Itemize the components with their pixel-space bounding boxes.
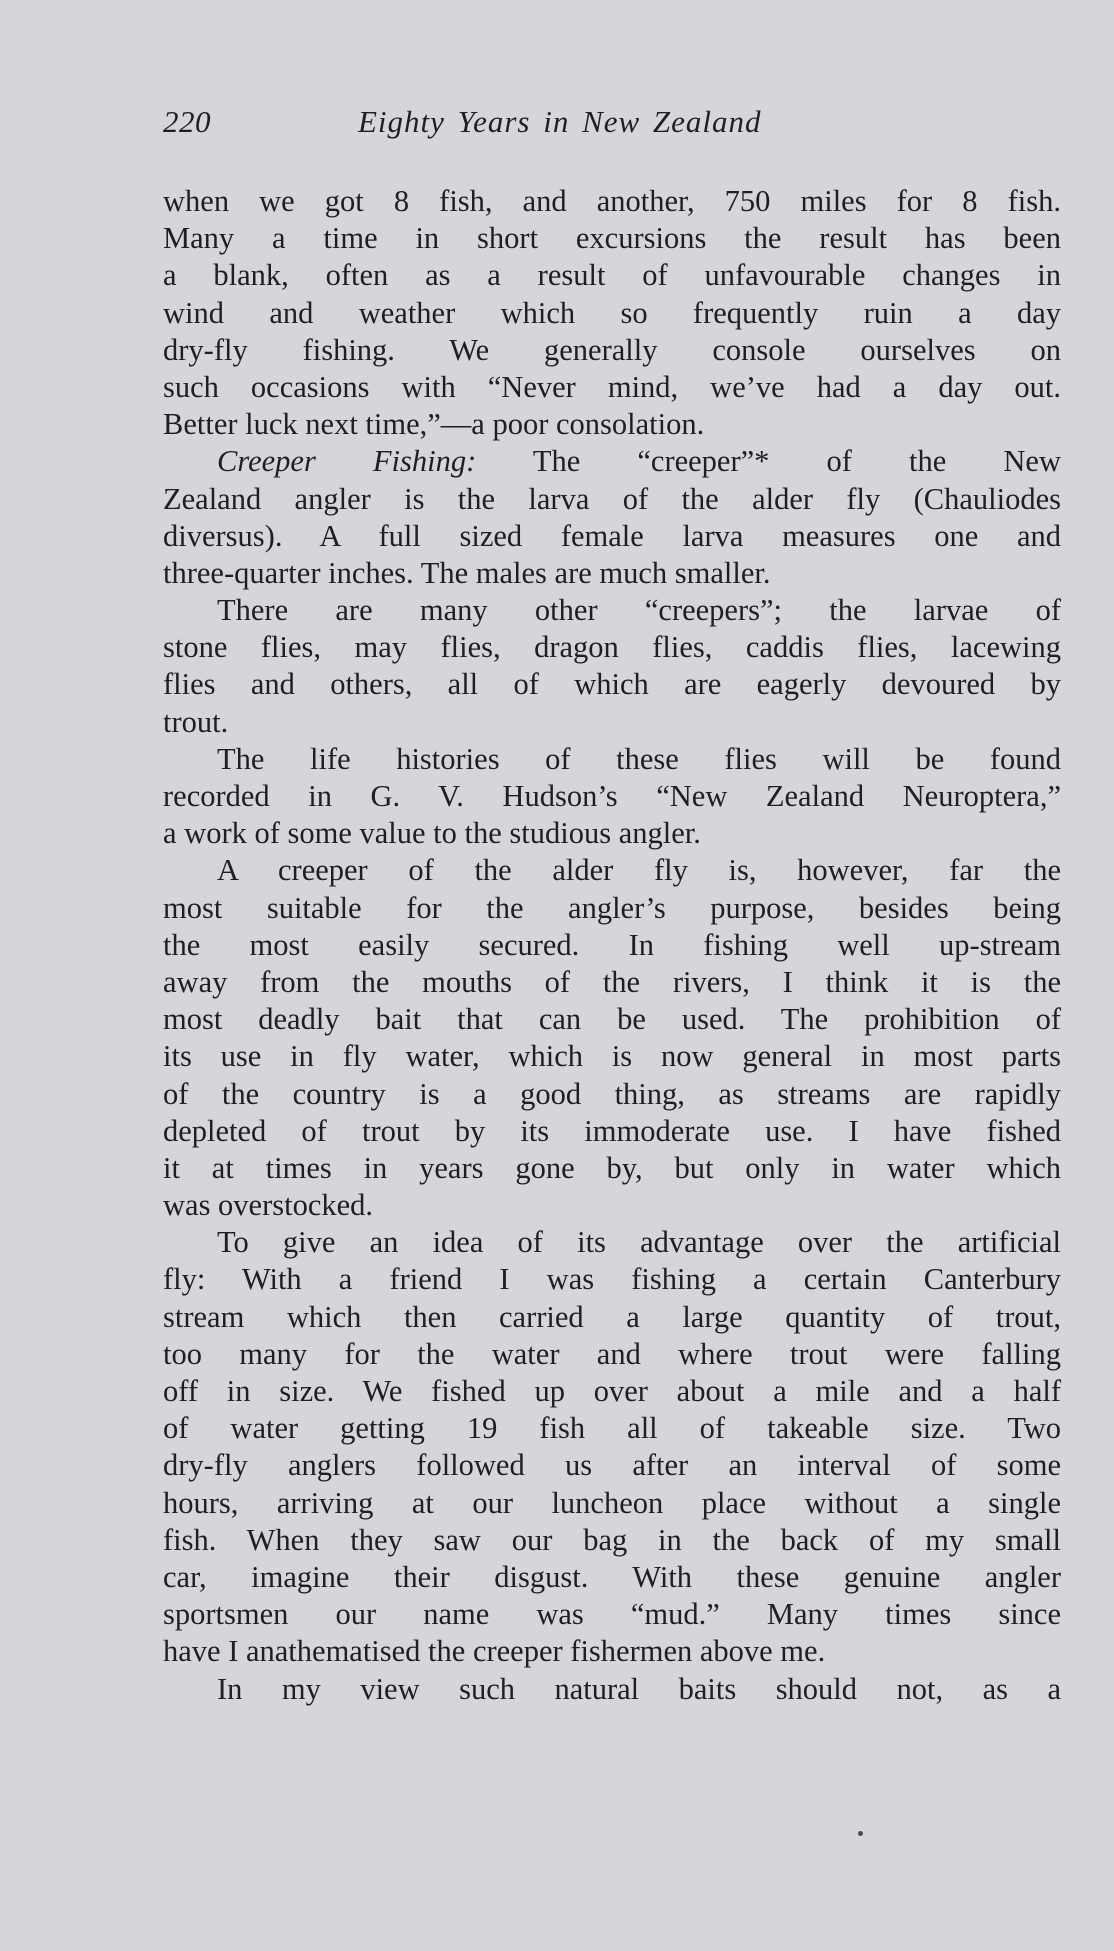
text-line: have I anathematised the creeper fishermen above me. [163, 1634, 826, 1669]
section-heading: Creeper Fishing: [217, 444, 477, 479]
text-line: Better luck next time,”—a poor consolation. [163, 407, 705, 442]
text-line: sportsmen our name was “mud.” Many times since [163, 1597, 1061, 1632]
text-line: when we got 8 fish, and another, 750 miles for 8 fish. [163, 184, 1061, 218]
text-line: too many for the water and where trout were falling [163, 1336, 1061, 1371]
text-line: Many a time in short excursions the result has been [163, 221, 1061, 256]
text-line: flies and others, all of which are eagerly devoured by [163, 667, 1061, 702]
text-line: A creeper of the alder fly is, however, far the [217, 853, 1061, 888]
text-line: dry-fly fishing. We generally console ourselves on [163, 332, 1061, 367]
text-run: The “creeper”* of the New [476, 444, 1061, 479]
text-line: three-quarter inches. The males are much smaller. [163, 555, 771, 590]
text-line: such occasions with “Never mind, we’ve had a day out. [163, 369, 1061, 404]
text-line: wind and weather which so frequently ruin a day [163, 295, 1061, 330]
text-line: car, imagine their disgust. With these genuine angler [163, 1559, 1061, 1594]
body-text [163, 183, 1061, 1708]
text-line: its use in fly water, which is now general in most parts [163, 1039, 1061, 1074]
text-line: the most easily secured. In fishing well up-stream [163, 927, 1061, 962]
page-number: 220 [163, 104, 211, 139]
text-line: stream which then carried a large quantity of trout, [163, 1299, 1061, 1334]
text-line: it at times in years gone by, but only in water which [163, 1150, 1061, 1185]
text-line: The life histories of these flies will be found [217, 741, 1061, 776]
text-line: fly: With a friend I was fishing a certain Canterbury [163, 1262, 1061, 1297]
text-line: most deadly bait that can be used. The prohibition of [163, 1002, 1061, 1037]
text-line: To give an idea of its advantage over the artificial [217, 1225, 1061, 1260]
text-line [163, 443, 1061, 480]
text-line: a blank, often as a result of unfavourable changes in [163, 258, 1061, 293]
text-line: hours, arriving at our luncheon place without a single [163, 1485, 1061, 1520]
running-header [163, 104, 1003, 148]
text-line: Zealand angler is the larva of the alder fly (Chauliodes [163, 481, 1061, 516]
text-line: dry-fly anglers followed us after an interval of some [163, 1448, 1061, 1483]
text-line: diversus). A full sized female larva measures one and [163, 518, 1061, 553]
running-title: Eighty Years in New Zealand [358, 104, 762, 139]
text-line: off in size. We fished up over about a mile and a half [163, 1374, 1061, 1408]
text-line: recorded in G. V. Hudson’s “New Zealand Neuroptera,” [163, 779, 1061, 813]
text-line: of water getting 19 fish all of takeable size. Two [163, 1411, 1061, 1446]
text-line: fish. When they saw our bag in the back of my small [163, 1522, 1061, 1557]
text-line: There are many other “creepers”; the larvae of [217, 593, 1061, 628]
text-line: away from the mouths of the rivers, I think it is the [163, 964, 1061, 999]
text-line: most suitable for the angler’s purpose, besides being [163, 890, 1061, 925]
text-line: trout. [163, 704, 229, 739]
text-line: was overstocked. [163, 1188, 374, 1223]
text-line: of the country is a good thing, as streams are rapidly [163, 1076, 1061, 1111]
print-speck [858, 1831, 863, 1836]
text-line: depleted of trout by its immoderate use. I have fished [163, 1113, 1061, 1148]
text-line: stone flies, may flies, dragon flies, caddis flies, lacewing [163, 630, 1061, 665]
text-line: a work of some value to the studious angler. [163, 816, 701, 851]
text-line: In my view such natural baits should not, as a [217, 1671, 1061, 1706]
